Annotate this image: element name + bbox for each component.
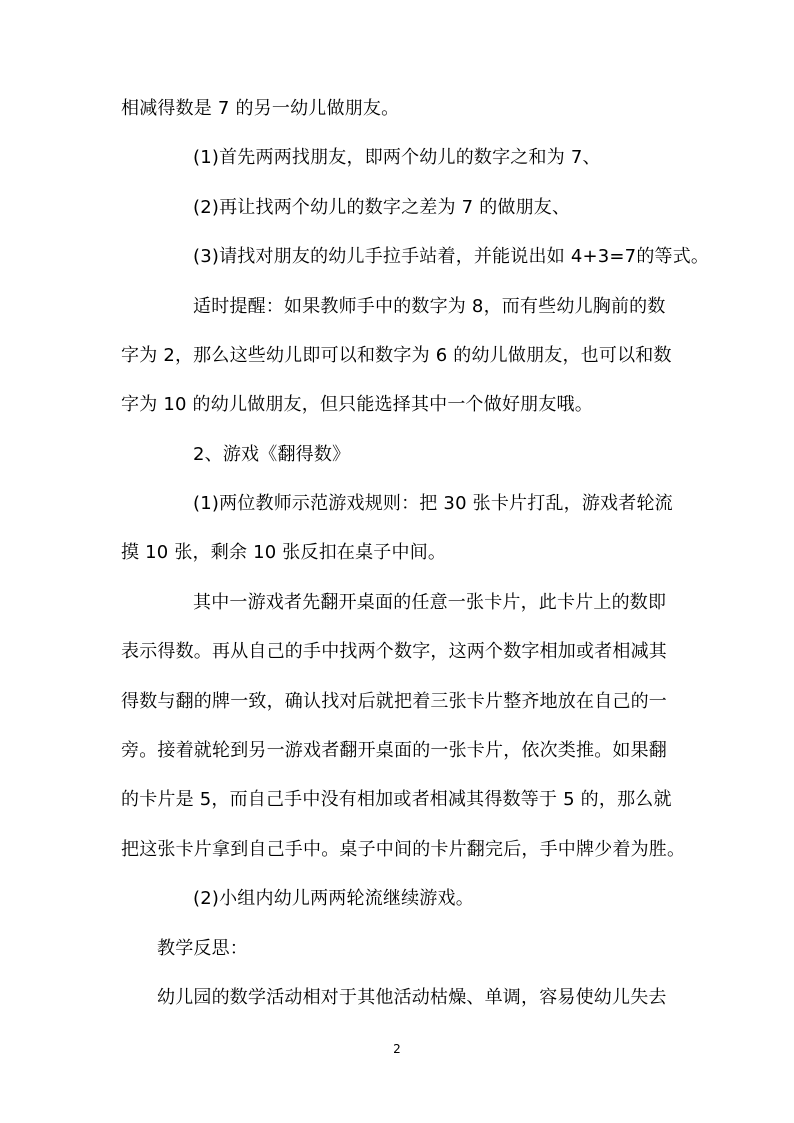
paragraph-line: 字为 2，那么这些幼儿即可以和数字为 6 的幼儿做朋友，也可以和数 — [121, 345, 672, 366]
paragraph-line: 表示得数。再从自己的手中找两个数字，这两个数字相加或者相减其 — [121, 641, 667, 662]
paragraph-line: 适时提醒：如果教师手中的数字为 8，而有些幼儿胸前的数 — [193, 296, 666, 317]
paragraph-line: (1)首先两两找朋友，即两个幼儿的数字之和为 7、 — [193, 147, 601, 168]
section-heading: 教学反思： — [157, 938, 248, 959]
section-heading: 2、游戏《翻得数》 — [193, 444, 351, 465]
paragraph-line: (3)请找对朋友的幼儿手拉手站着，并能说出如 4+3=7的等式。 — [193, 246, 710, 267]
paragraph-line: 摸 10 张，剩余 10 张反扣在桌子中间。 — [121, 542, 447, 563]
paragraph-line: 字为 10 的幼儿做朋友，但只能选择其中一个做好朋友哦。 — [121, 394, 593, 415]
paragraph-line: (2)小组内幼儿两两轮流继续游戏。 — [193, 888, 474, 909]
paragraph-line: (2)再让找两个幼儿的数字之差为 7 的做朋友、 — [193, 197, 571, 218]
page-number: 2 — [393, 1042, 401, 1056]
paragraph-line: 得数与翻的牌一致，确认找对后就把着三张卡片整齐地放在自己的一 — [121, 691, 667, 712]
paragraph-line: (1)两位教师示范游戏规则：把 30 张卡片打乱，游戏者轮流 — [193, 493, 673, 514]
paragraph-line: 把这张卡片拿到自己手中。桌子中间的卡片翻完后，手中牌少着为胜。 — [121, 839, 686, 860]
paragraph-line: 相减得数是 7 的另一幼儿做朋友。 — [121, 98, 400, 119]
paragraph-line: 幼儿园的数学活动相对于其他活动枯燥、单调，容易使幼儿失去 — [157, 987, 667, 1008]
paragraph-line: 其中一游戏者先翻开桌面的任意一张卡片，此卡片上的数即 — [193, 592, 667, 613]
paragraph-line: 的卡片是 5，而自己手中没有相加或者相减其得数等于 5 的，那么就 — [121, 789, 672, 810]
paragraph-line: 旁。接着就轮到另一游戏者翻开桌面的一张卡片，依次类推。如果翻 — [121, 740, 667, 761]
